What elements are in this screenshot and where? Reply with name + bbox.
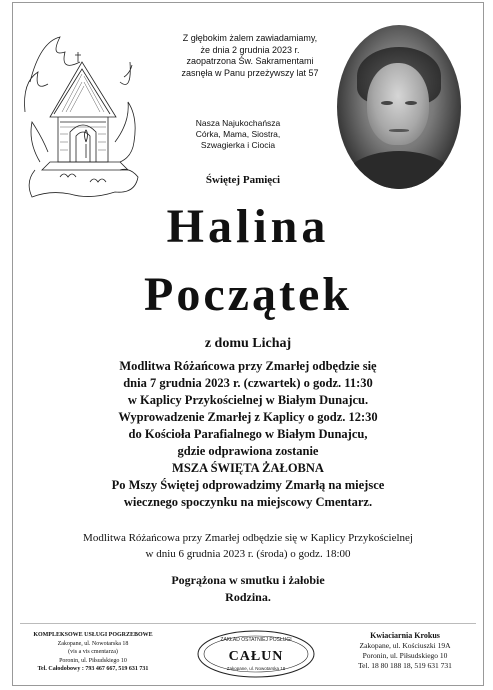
- memory-label: Świętej Pamięci: [205, 174, 281, 186]
- florist-phone: Tel. 18 80 188 18, 519 631 731: [358, 661, 452, 670]
- ceremony-line: Po Mszy Świętej odprowadzimy Zmarłą na miejsce: [111, 478, 385, 492]
- family-line: Córka, Mama, Siostra,: [195, 129, 281, 139]
- portrait-photo: [337, 25, 461, 189]
- funeral-home-name: KOMPLEKSOWE USŁUGI POGRZEBOWE: [33, 632, 153, 638]
- ceremony-line: do Kościoła Parafialnego w Białym Dunajcu,: [128, 427, 368, 441]
- closing-signature: [20, 572, 476, 606]
- announcement-line: zasnęła w Panu przeżywszy lat 57: [181, 67, 319, 78]
- funeral-home-info: [18, 631, 168, 674]
- portrait-eye: [405, 101, 417, 105]
- announcement: [160, 33, 340, 79]
- family-relations: [178, 118, 298, 151]
- florist-info: [330, 631, 480, 671]
- funeral-home-address: Poronin, ul. Piłsudskiego 10: [59, 657, 127, 664]
- announcement-line: zaopatrzona Św. Sakramentami: [186, 56, 314, 66]
- ceremony-line: gdzie odprawiona zostanie: [177, 444, 319, 458]
- ceremony-details: [20, 358, 476, 511]
- closing-line: Pogrążona w smutku i żałobie: [171, 573, 325, 587]
- rosary-details: [20, 530, 476, 562]
- rosary-line: Modlitwa Różańcowa przy Zmarłej odbędzie się w Kaplicy Przykościelnej: [83, 532, 413, 544]
- seal-bottom-text: Zakopane, ul. Nowotarska 18: [226, 666, 286, 671]
- portrait-shoulders: [343, 151, 455, 189]
- florist-address: Poronin, ul. Piłsudskiego 10: [362, 651, 448, 660]
- announcement-line: że dnia 2 grudnia 2023 r.: [200, 44, 300, 55]
- family-line: Nasza Najukochańsza: [195, 118, 281, 128]
- footer-divider: [20, 623, 476, 624]
- portrait-eye: [381, 101, 393, 105]
- ceremony-line: wiecznego spoczynku na miejscowy Cmentarz.: [123, 495, 373, 509]
- family-line: Szwagierka i Ciocia: [200, 140, 276, 150]
- ceremony-line: Modlitwa Różańcowa przy Zmarłej odbędzie się: [119, 359, 377, 373]
- closing-line: Rodzina.: [225, 590, 271, 604]
- calun-logo-icon: [195, 629, 317, 679]
- seal-brand: CAŁUN: [228, 649, 284, 664]
- portrait-mouth: [389, 129, 409, 132]
- deceased-last-name: Początek: [144, 268, 352, 321]
- ceremony-line: Wyprowadzenie Zmarłej z Kaplicy o godz. 12:30: [118, 410, 378, 424]
- deceased-first-name: Halina: [166, 200, 330, 253]
- florist-name: Kwiaciarnia Krokus: [370, 631, 440, 640]
- announcement-line: Z głębokim żalem zawiadamiamy,: [182, 33, 318, 43]
- funeral-home-address: Zakopane, ul. Nowotarska 18: [57, 640, 129, 647]
- portrait-face: [367, 63, 429, 145]
- ceremony-line: dnia 7 grudnia 2023 r. (czwartek) o godz. 11:30: [123, 376, 373, 390]
- ceremony-line: MSZA ŚWIĘTA ŻAŁOBNA: [172, 461, 324, 475]
- florist-address: Zakopane, ul. Kościuszki 19A: [359, 641, 451, 650]
- ceremony-line: w Kaplicy Przykościelnej w Białym Dunajcu.: [127, 393, 369, 407]
- chapel-illustration-icon: [20, 22, 145, 207]
- maiden-name: z domu Lichaj: [204, 336, 292, 351]
- funeral-home-address: (vis a vis cmentarza): [68, 649, 118, 656]
- rosary-line: w dniu 6 grudnia 2023 r. (środa) o godz. 18:00: [145, 548, 351, 560]
- funeral-home-phone: Tel. Całodobowy : 793 467 667, 519 631 731: [37, 666, 149, 673]
- seal-top-text: ZAKŁAD OSTATNIEJ POSŁUGI: [220, 637, 292, 643]
